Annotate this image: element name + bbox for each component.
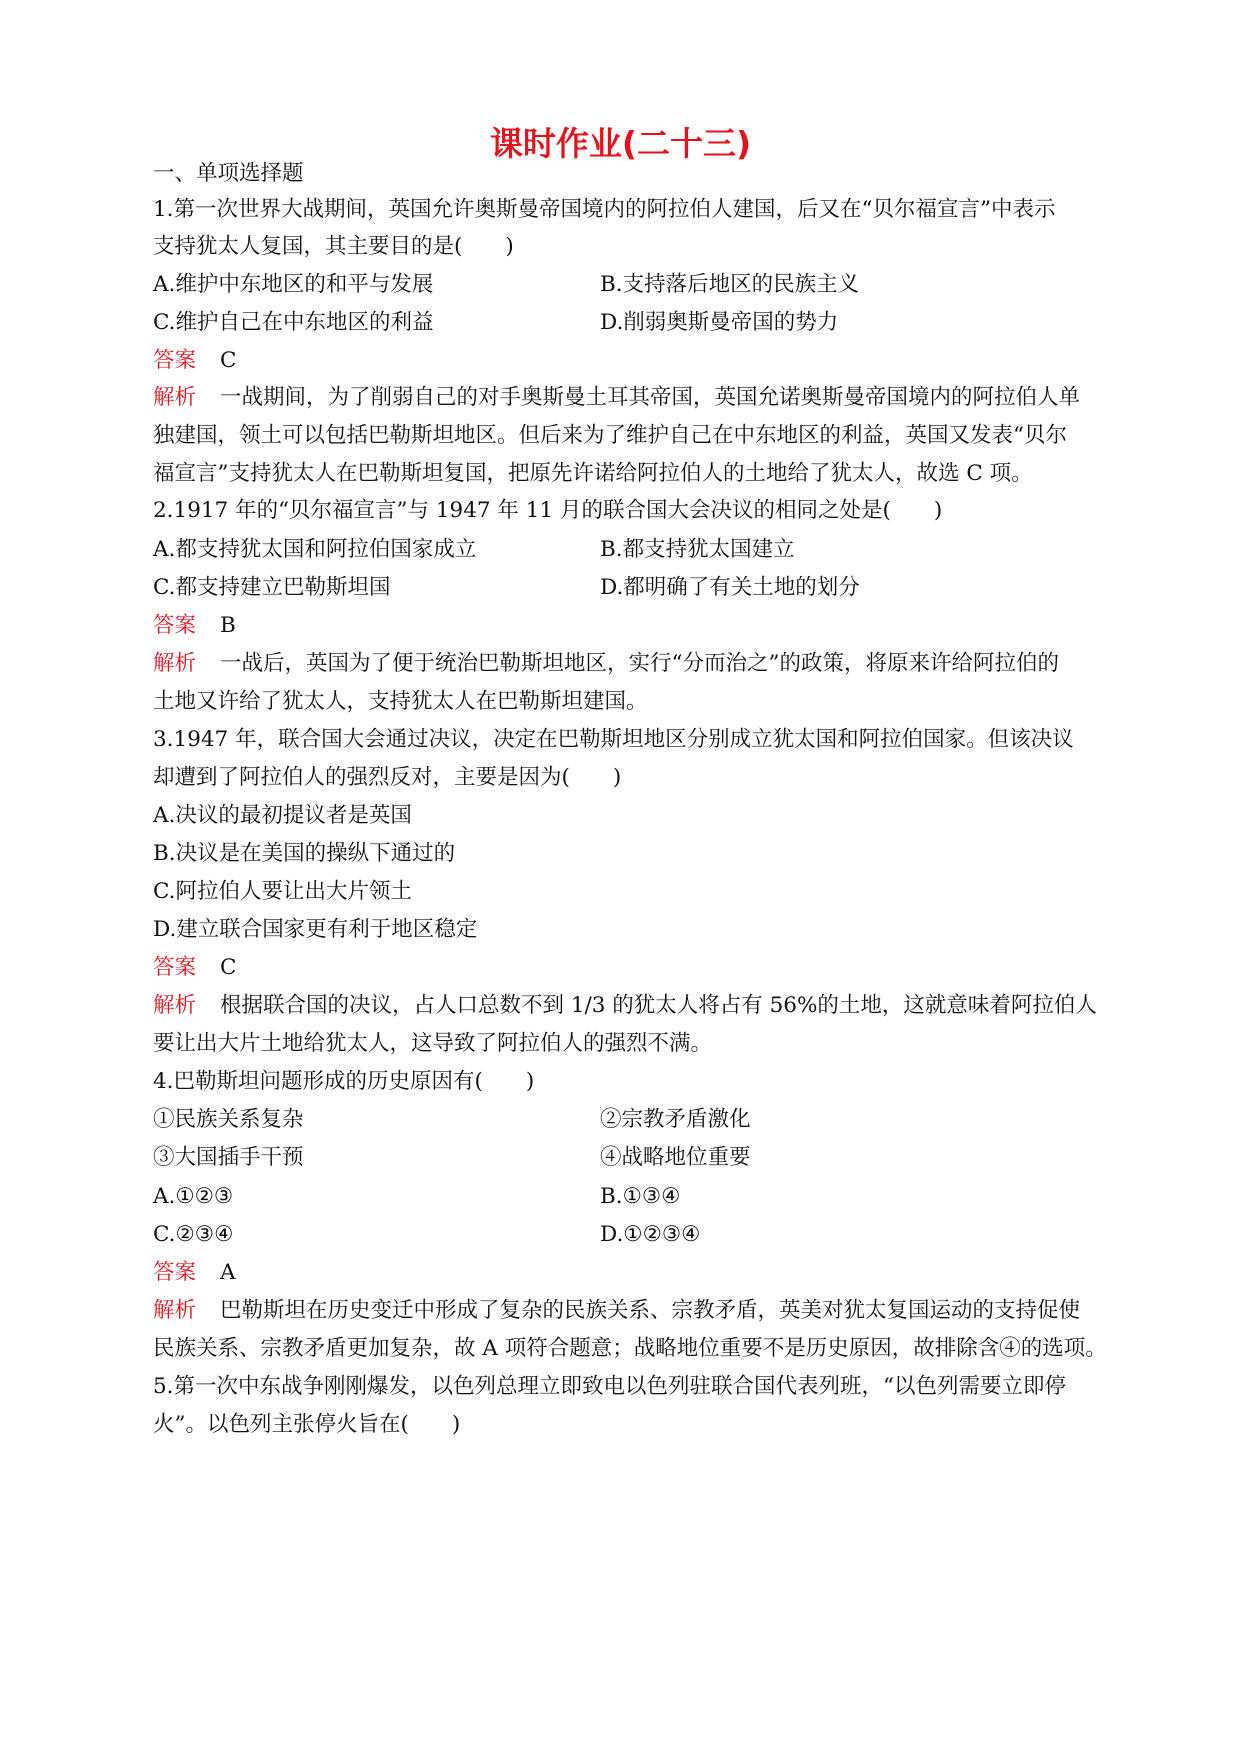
question-1-stem-line-1: 1.第一次世界大战期间，英国允许奥斯曼帝国境内的阿拉伯人建国，后又在“贝尔福宣言”中表示 xyxy=(153,197,1056,222)
question-4-answer xyxy=(153,1259,1093,1287)
question-4-stem-line-1: 4.巴勒斯坦问题形成的历史原因有( ) xyxy=(153,1069,535,1094)
answer-label: 答案 xyxy=(153,613,197,638)
analysis-label: 解析 xyxy=(153,993,197,1018)
question-4-option-d: D.①②③④ xyxy=(600,1222,701,1247)
question-1-analysis-line-3: 福宣言”支持犹太人在巴勒斯坦复国，把原先许诺给阿拉伯人的土地给了犹太人，故选 C 项。 xyxy=(153,461,1033,486)
question-2-option-b: B.都支持犹太国建立 xyxy=(600,537,795,562)
question-4-option-a: A.①②③ xyxy=(153,1184,234,1209)
question-2-stem-line-1: 2.1917 年的“贝尔福宣言”与 1947 年 11 月的联合国大会决议的相同之处是( ) xyxy=(153,498,943,523)
question-2-option-c: C.都支持建立巴勒斯坦国 xyxy=(153,575,391,600)
question-3-stem-line-2: 却遭到了阿拉伯人的强烈反对，主要是因为( ) xyxy=(153,765,622,790)
question-3-analysis-line-2: 要让出大片土地给犹太人，这导致了阿拉伯人的强烈不满。 xyxy=(153,1031,713,1056)
question-4-analysis-line-1 xyxy=(153,1297,1093,1325)
question-1-analysis-line-1 xyxy=(153,384,1093,412)
analysis-label: 解析 xyxy=(153,385,197,410)
question-2-option-d: D.都明确了有关土地的划分 xyxy=(600,575,860,600)
question-2-answer xyxy=(153,612,1093,640)
analysis-text: 一战后，英国为了便于统治巴勒斯坦地区，实行“分而治之”的政策，将原来许给阿拉伯的 xyxy=(220,651,1060,676)
question-1-analysis-line-2: 独建国，领土可以包括巴勒斯坦地区。但后来为了维护自己在中东地区的利益，英国又发表“贝尔 xyxy=(153,423,1067,448)
question-1-option-b: B.支持落后地区的民族主义 xyxy=(600,272,860,297)
question-1-option-c: C.维护自己在中东地区的利益 xyxy=(153,310,434,335)
question-3-analysis-line-1 xyxy=(153,992,1097,1020)
question-4-item-2: ②宗教矛盾激化 xyxy=(600,1107,751,1132)
analysis-text: 巴勒斯坦在历史变迁中形成了复杂的民族关系、宗教矛盾，英美对犹太复国运动的支持促使 xyxy=(220,1298,1081,1323)
question-4-item-1: ①民族关系复杂 xyxy=(153,1107,304,1132)
analysis-text: 一战期间，为了削弱自己的对手奥斯曼土耳其帝国，英国允诺奥斯曼帝国境内的阿拉伯人单 xyxy=(220,385,1081,410)
answer-value: A xyxy=(220,1260,236,1285)
answer-label: 答案 xyxy=(153,1260,197,1285)
question-3-option-b: B.决议是在美国的操纵下通过的 xyxy=(153,841,456,866)
question-3-answer xyxy=(153,954,1093,982)
question-2-analysis-line-1 xyxy=(153,650,1093,678)
question-4-item-4: ④战略地位重要 xyxy=(600,1145,751,1170)
page-title: 课时作业(二十三) xyxy=(489,124,752,163)
answer-label: 答案 xyxy=(153,955,197,980)
question-3-stem-line-1: 3.1947 年，联合国大会通过决议，决定在巴勒斯坦地区分别成立犹太国和阿拉伯国家。但该决议 xyxy=(153,727,1074,752)
question-4-analysis-line-2: 民族关系、宗教矛盾更加复杂，故 A 项符合题意；战略地位重要不是历史原因，故排除含④的选项。 xyxy=(153,1336,1107,1361)
question-1-stem-line-2: 支持犹太人复国，其主要目的是( ) xyxy=(153,234,514,259)
answer-value: B xyxy=(220,613,236,638)
question-4-item-3: ③大国插手干预 xyxy=(153,1145,304,1170)
question-3-option-a: A.决议的最初提议者是英国 xyxy=(153,803,412,828)
analysis-label: 解析 xyxy=(153,651,197,676)
question-2-option-a: A.都支持犹太国和阿拉伯国家成立 xyxy=(153,537,477,562)
analysis-text: 根据联合国的决议，占人口总数不到 1/3 的犹太人将占有 56%的土地，这就意味着阿拉伯人 xyxy=(220,993,1097,1018)
question-5-stem-line-1: 5.第一次中东战争刚刚爆发，以色列总理立即致电以色列驻联合国代表列班，“以色列需要立即停 xyxy=(153,1374,1067,1399)
question-4-option-c: C.②③④ xyxy=(153,1222,234,1247)
question-3-option-c: C.阿拉伯人要让出大片领土 xyxy=(153,879,413,904)
section-heading: 一、单项选择题 xyxy=(153,161,304,186)
analysis-label: 解析 xyxy=(153,1298,197,1323)
question-4-option-b: B.①③④ xyxy=(600,1184,681,1209)
answer-value: C xyxy=(220,955,237,980)
question-3-option-d: D.建立联合国家更有利于地区稳定 xyxy=(153,917,478,942)
question-1-answer xyxy=(153,347,1093,375)
question-5-stem-line-2: 火”。以色列主张停火旨在( ) xyxy=(153,1412,461,1437)
answer-label: 答案 xyxy=(153,348,197,373)
answer-value: C xyxy=(220,348,237,373)
question-1-option-a: A.维护中东地区的和平与发展 xyxy=(153,272,434,297)
question-2-analysis-line-2: 土地又许给了犹太人，支持犹太人在巴勒斯坦建国。 xyxy=(153,689,648,714)
question-1-option-d: D.削弱奥斯曼帝国的势力 xyxy=(600,310,839,335)
